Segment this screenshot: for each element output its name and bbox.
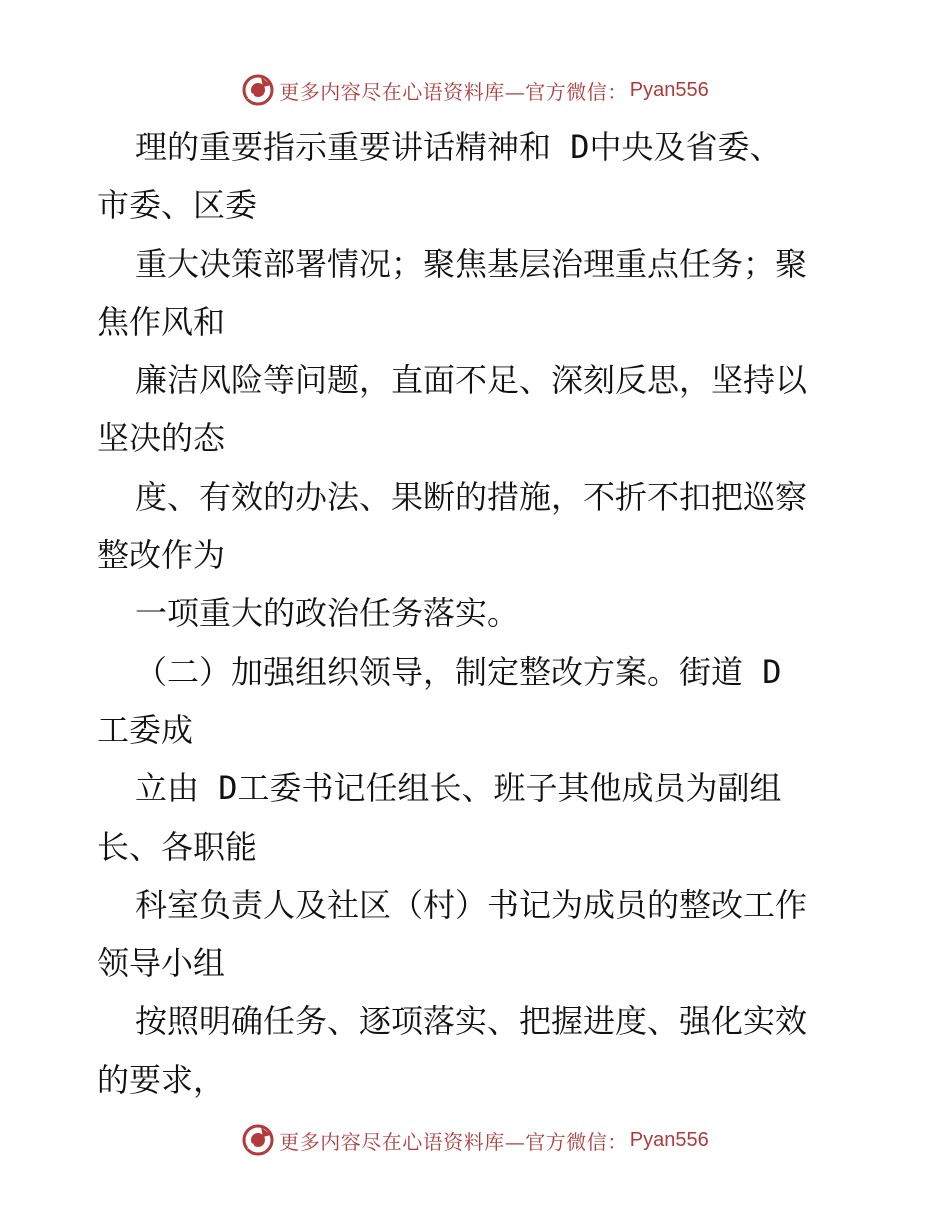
text-line: 焦作风和 — [97, 302, 226, 341]
text-line: 的要求， — [97, 1060, 226, 1099]
logo-icon — [241, 73, 275, 107]
logo-icon — [241, 1123, 275, 1157]
text-line: 立由 D工委书记任组长、班子其他成员为副组 — [135, 769, 782, 808]
text-line: 重大决策部署情况；聚焦基层治理重点任务；聚 — [135, 244, 808, 283]
body-text — [97, 118, 857, 1109]
text-line: 一项重大的政治任务落实。 — [135, 594, 520, 633]
text-line: 市委、区委 — [97, 186, 258, 225]
banner-handle: Pyan556 — [629, 1128, 709, 1151]
banner-text: 更多内容尽在心语资料库—官方微信： — [279, 1129, 628, 1154]
text-line: 科室负责人及社区（村）书记为成员的整改工作 — [135, 885, 808, 924]
text-line: 坚决的态 — [97, 419, 226, 458]
header-banner — [0, 70, 950, 110]
footer-banner — [0, 1120, 950, 1160]
text-line: 理的重要指示重要讲话精神和 D中央及省委、 — [135, 128, 782, 166]
text-line: （二）加强组织领导，制定整改方案。街道 D — [135, 652, 782, 691]
text-line: 度、有效的办法、果断的措施，不折不扣把巡察 — [135, 477, 808, 516]
text-line: 廉洁风险等问题，直面不足、深刻反思，坚持以 — [135, 361, 808, 400]
text-line: 领导小组 — [97, 944, 226, 983]
text-line: 长、各职能 — [97, 827, 258, 866]
text-line: 按照明确任务、逐项落实、把握进度、强化实效 — [135, 1002, 808, 1041]
text-line: 工委成 — [97, 710, 194, 749]
banner-handle: Pyan556 — [629, 78, 709, 101]
banner-text: 更多内容尽在心语资料库—官方微信： — [279, 79, 628, 104]
text-line: 整改作为 — [97, 536, 226, 575]
